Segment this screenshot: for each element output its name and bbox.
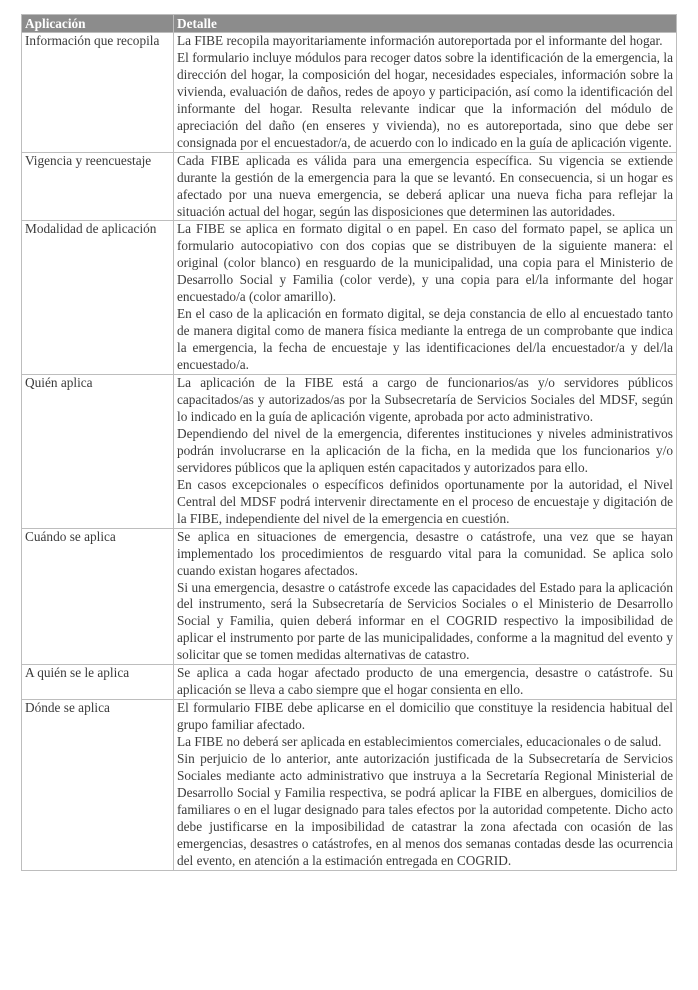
table-row <box>22 528 677 665</box>
row-detail <box>174 221 677 375</box>
row-label: Quién aplica <box>22 375 174 529</box>
detail-paragraph: La FIBE se aplica en formato digital o en papel. En caso del formato papel, se aplica un formulario autocopiativo con dos copias que se distribuyen de la siguiente manera: el original (color blanco) en resguardo de la municipalidad, una copia para el Ministerio de Desarrollo Social y Familia (color verde), y una copia para el/la informante del hogar encuestado/a (color amarillo). <box>177 221 673 305</box>
row-detail <box>174 375 677 529</box>
detail-paragraph: Cada FIBE aplicada es válida para una emergencia específica. Su vigencia se extiende durante la gestión de la emergencia para la que se levantó. En consecuencia, si un hogar es afectado por una nueva emergencia, se deberá aplicar una nueva ficha para reflejar la situación actual del hogar, según las disposiciones que determinen las autoridades. <box>177 152 673 219</box>
detail-paragraph: La FIBE no deberá ser aplicada en establecimientos comerciales, educacionales o de salud. <box>177 734 662 750</box>
detail-paragraph: La FIBE recopila mayoritariamente información autoreportada por el informante del hogar. <box>177 33 663 48</box>
row-label: Cuándo se aplica <box>22 528 174 665</box>
row-detail <box>174 528 677 665</box>
detail-paragraph: El formulario incluye módulos para recoger datos sobre la identificación de la emergencia, la dirección del hogar, la composición del hogar, necesidades especiales, información sobre la vivienda, evaluación de daños, redes de apoyo y participación, así como la identificación del informante del hogar. Resulta relevante indicar que la información del módulo de apreciación del daño (en enseres y vivienda), no es autoreportada, sino que debe ser consignada por el encuestador/a, de acuerdo con lo indicado en la guía de aplicación vigente. <box>177 49 673 150</box>
table-row <box>22 33 677 153</box>
detail-paragraph: Si una emergencia, desastre o catástrofe excede las capacidades del Estado para la aplicación del instrumento, será la Subsecretaría de Servicios Sociales o el Ministerio de Desarrollo Social y Familia, quien deberá informar en el COGRID respectivo la imposibilidad de aplicar el instrumento por parte de las municipalidades, conforme a la magnitud del evento y solicitar que se tomen medidas alternativas de catastro. <box>177 579 673 663</box>
row-label: Modalidad de aplicación <box>22 221 174 375</box>
row-detail <box>174 152 677 221</box>
detail-paragraph: Sin perjuicio de lo anterior, ante autorización justificada de la Subsecretaría de Servicios Sociales mediante acto administrativo que instruya a la Secretaría Regional Ministerial de Desarrollo Social y Familia respectiva, se podrá aplicar la FIBE en albergues, domicilios de familiares o en el lugar designado para tales efectos por la autoridad competente. Dicho acto debe justificarse en la imposibilidad de catastrar la zona afectada con ocasión de las emergencias, desastres o catástrofes, en al menos dos semanas contadas desde las ocurrencia del evento, en atención a la estimación entregada en COGRID. <box>177 751 673 868</box>
detail-paragraph: En el caso de la aplicación en formato digital, se deja constancia de ello al encuestado tanto de manera digital como de manera física mediante la entrega de un comprobante que indica la emergencia, la fecha de encuestaje y las identificaciones del/la encuestador/a y del/la encuestado/a. <box>177 306 673 373</box>
detail-paragraph: En casos excepcionales o específicos definidos oportunamente por la autoridad, el Nivel Central del MDSF podrá intervenir directamente en el proceso de encuestaje y digitación de la FIBE, independiente del nivel de la emergencia en cuestión. <box>177 476 673 526</box>
row-label: Dónde se aplica <box>22 700 174 871</box>
row-detail <box>174 33 677 153</box>
table-row <box>22 375 677 529</box>
table-row <box>22 152 677 221</box>
row-label: Información que recopila <box>22 33 174 153</box>
detail-paragraph: Se aplica a cada hogar afectado producto de una emergencia, desastre o catástrofe. Su aplicación se lleva a cabo siempre que el hogar consienta en ello. <box>177 665 673 698</box>
table-row <box>22 665 677 700</box>
detail-paragraph: El formulario FIBE debe aplicarse en el domicilio que constituye la residencia habitual del grupo familiar afectado. <box>177 700 673 733</box>
detail-paragraph: Se aplica en situaciones de emergencia, desastre o catástrofe, una vez que se hayan implementado los procedimientos de resguardo vital para la comunidad. Se aplica solo cuando existan hogares afectados. <box>177 528 673 578</box>
header-detalle: Detalle <box>174 15 677 33</box>
row-label: Vigencia y reencuestaje <box>22 152 174 221</box>
detail-paragraph: La aplicación de la FIBE está a cargo de funcionarios/as y/o servidores públicos capacitados/as y autorizados/as por la Subsecretaría de Servicios Sociales del MDSF, según lo indicado en la guía de aplicación vigente, aprobada por acto administrativo. <box>177 375 673 424</box>
fibe-application-table <box>21 14 677 871</box>
row-detail <box>174 665 677 700</box>
row-detail <box>174 700 677 871</box>
table-row <box>22 700 677 871</box>
detail-paragraph: Dependiendo del nivel de la emergencia, diferentes instituciones y niveles administrativos podrán involucrarse en la aplicación de la ficha, en la medida que los funcionarios y/o servidores públicos que la apliquen estén capacitados y autorizados para ello. <box>177 425 673 475</box>
table-row <box>22 221 677 375</box>
header-aplicacion: Aplicación <box>22 15 174 33</box>
row-label: A quién se le aplica <box>22 665 174 700</box>
table-header-row <box>22 15 677 33</box>
